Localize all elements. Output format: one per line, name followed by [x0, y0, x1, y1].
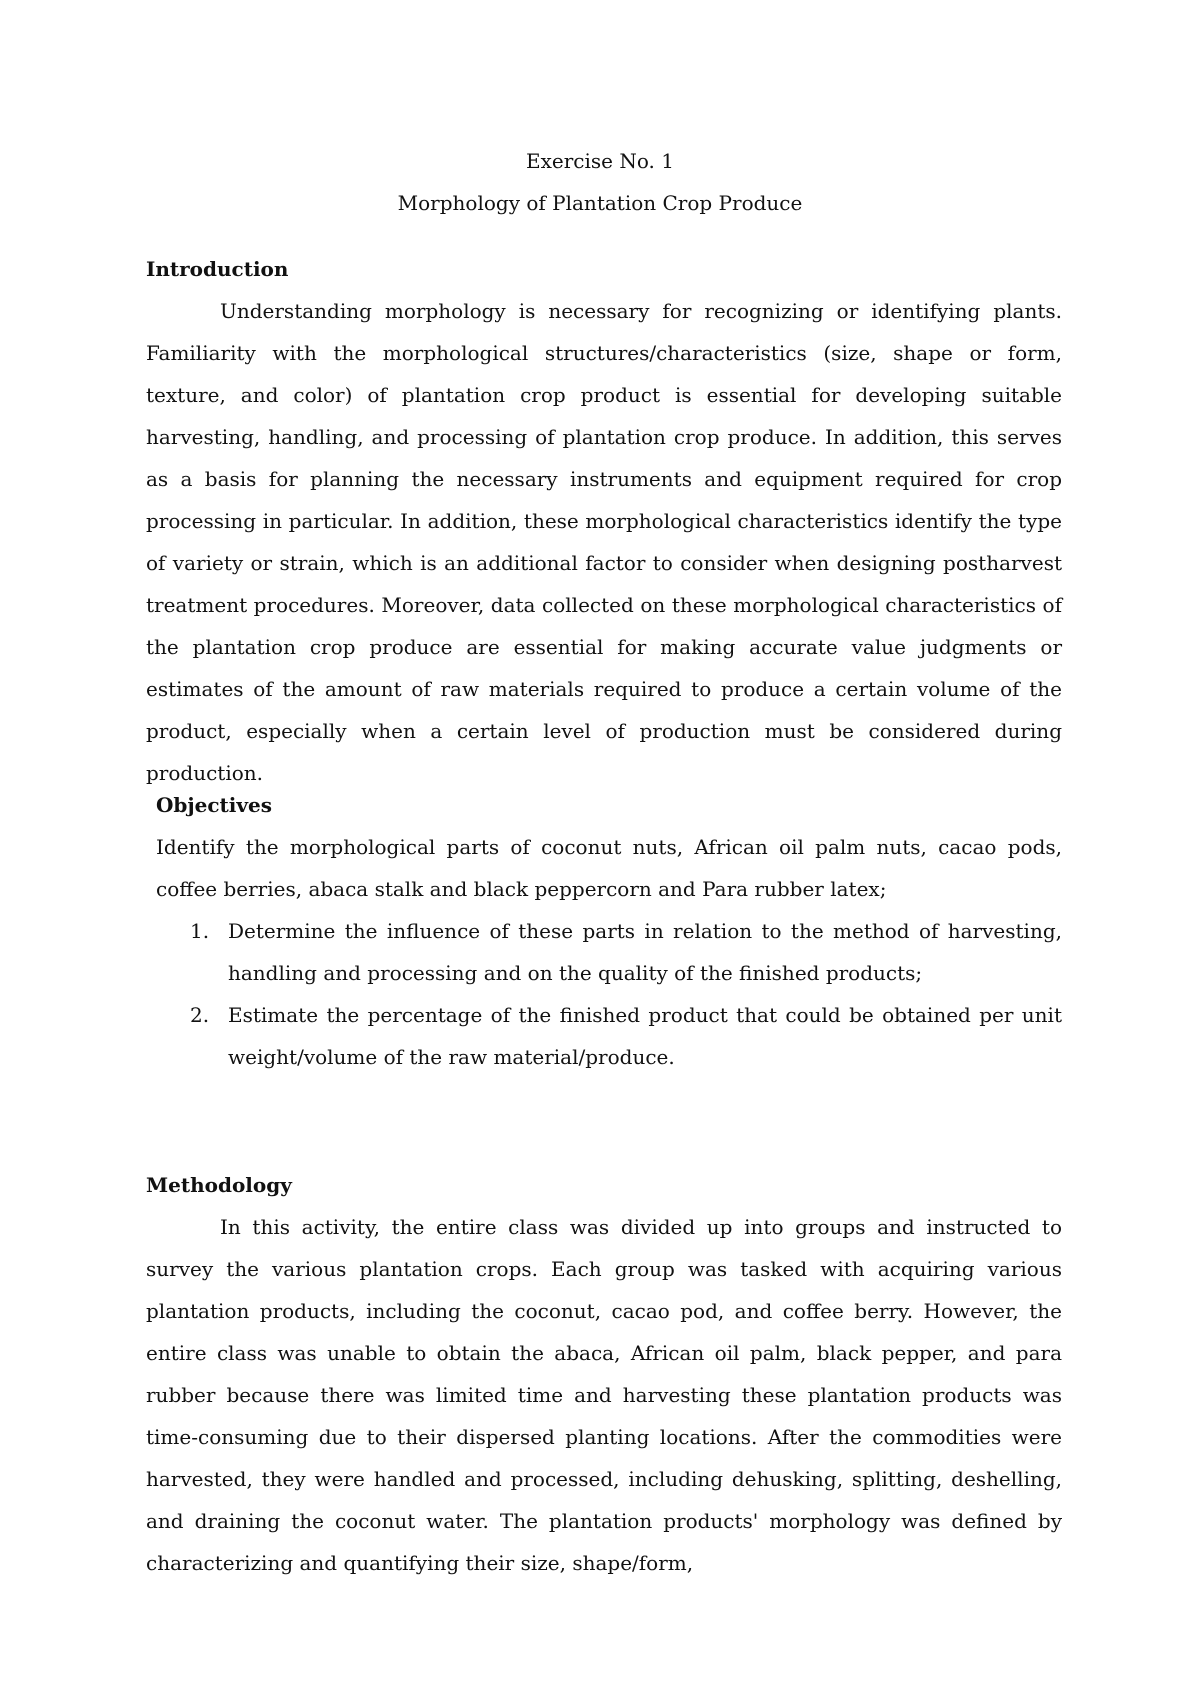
objective-number: 1. — [190, 919, 210, 943]
exercise-title: Exercise No. 1 — [526, 149, 674, 173]
introduction-paragraph: Understanding morphology is necessary for recognizing or identifying plants. Familiarity with the morphological structures/characteristics (size, shape or form, texture, and color) of plantation crop product is essential for developing suitable harvesting, handling, and processing of plantation crop produce. In addition, this serves as a basis for planning the necessary instruments and equipment required for crop processing in particular. In addition, these morphological characteristics identify the type of variety or strain, which is an additional factor to consider when designing postharvest treatment procedures. Moreover, data collected on these morphological characteristics of the plantation crop produce are essential for making accurate value judgments or estimates of the amount of raw materials required to produce a certain volume of the product, especially when a certain level of production must be considered during production. — [146, 299, 1062, 785]
objectives-lead: Identify the morphological parts of coconut nuts, African oil palm nuts, cacao pods, coffee berries, abaca stalk and black peppercorn and Para rubber latex; — [156, 835, 1062, 901]
methodology-paragraph: In this activity, the entire class was divided up into groups and instructed to survey the various plantation crops. Each group was tasked with acquiring various plantation products, including the coconut, cacao pod, and coffee berry. However, the entire class was unable to obtain the abaca, African oil palm, black pepper, and para rubber because there was limited time and harvesting these plantation products was time-consuming due to their dispersed planting locations. After the commodities were harvested, they were handled and processed, including dehusking, splitting, deshelling, and draining the coconut water. The plantation products' morphology was defined by characterizing and quantifying their size, shape/form, — [146, 1215, 1062, 1575]
objective-item — [178, 994, 1062, 1078]
objectives-list — [178, 910, 1062, 1078]
objective-text: Determine the influence of these parts in relation to the method of harvesting, handling and processing and on the quality of the finished products; — [228, 919, 1062, 985]
objective-item — [178, 910, 1062, 994]
methodology-heading: Methodology — [146, 1173, 292, 1197]
document-subtitle: Morphology of Plantation Crop Produce — [397, 191, 803, 215]
introduction-heading: Introduction — [146, 257, 289, 281]
objectives-heading: Objectives — [156, 793, 272, 817]
objective-number: 2. — [190, 1003, 210, 1027]
objective-text: Estimate the percentage of the finished product that could be obtained per unit weight/volume of the raw material/produce. — [228, 1003, 1062, 1069]
